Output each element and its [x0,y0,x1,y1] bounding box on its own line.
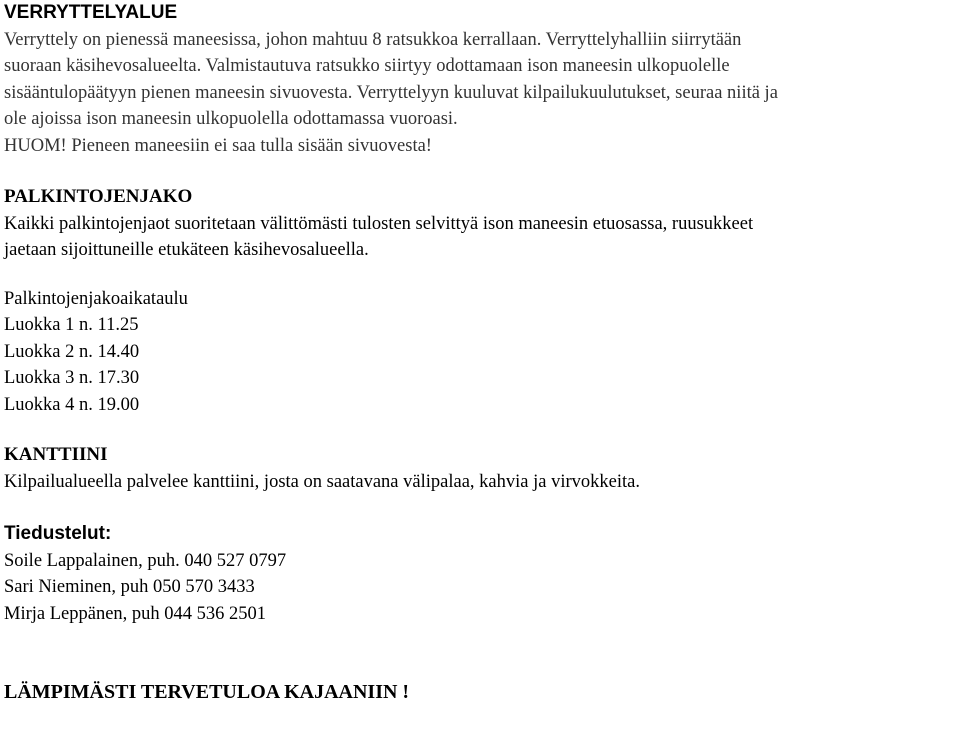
canteen-text: Kilpailualueella palvelee kanttiini, josta on saatavana välipalaa, kahvia ja virvokkeita. [4,471,640,492]
warmup-text-line: ole ajoissa ison maneesin ulkopuolella odottamassa vuoroasi. [4,109,458,129]
warmup-section [4,0,956,159]
inquiries-section [4,521,956,627]
schedule-item: Luokka 1 n. 11.25 [4,315,139,335]
document-page [4,0,956,706]
warmup-note: HUOM! Pieneen maneesiin ei saa tulla sisään sivuovesta! [4,135,432,156]
warmup-text-line: sisääntulopäätyyn pienen maneesin sivuovesta. Verryttelyyn kuuluvat kilpailukuulutukset, seuraa niitä ja [4,82,778,103]
warmup-heading: VERRYTTELYALUE [4,2,178,23]
schedule-title: Palkintojenjakoaikataulu [4,288,188,309]
prizes-text-line: jaetaan sijoittuneille etukäteen käsihevosalueella. [4,240,369,260]
contact-line: Sari Nieminen, puh 050 570 3433 [4,577,255,597]
inquiries-heading: Tiedustelut: [4,523,112,544]
prizes-section [4,184,956,418]
prizes-text-line: Kaikki palkintojenjaot suoritetaan välittömästi tulosten selvittyä ison maneesin etuosassa, ruusukkeet [4,213,754,234]
warmup-text-line: suoraan käsihevosalueelta. Valmistautuva ratsukko siirtyy odottamaan ison maneesin ulkopuolelle [4,56,730,76]
schedule-item: Luokka 2 n. 14.40 [4,341,140,362]
schedule-item: Luokka 4 n. 19.00 [4,394,140,415]
canteen-heading: KANTTIINI [4,444,108,465]
contact-line: Mirja Leppänen, puh 044 536 2501 [4,603,267,624]
closing-greeting: LÄMPIMÄSTI TERVETULOA KAJAANIIN ! [4,681,410,703]
canteen-section [4,442,956,495]
prizes-heading: PALKINTOJENJAKO [4,186,193,207]
warmup-text-line: Verryttely on pienessä maneesissa, johon mahtuu 8 ratsukkoa kerrallaan. Verryttelyhalliin siirrytään [4,29,742,50]
schedule-item: Luokka 3 n. 17.30 [4,368,140,388]
contact-line: Soile Lappalainen, puh. 040 527 0797 [4,550,287,571]
